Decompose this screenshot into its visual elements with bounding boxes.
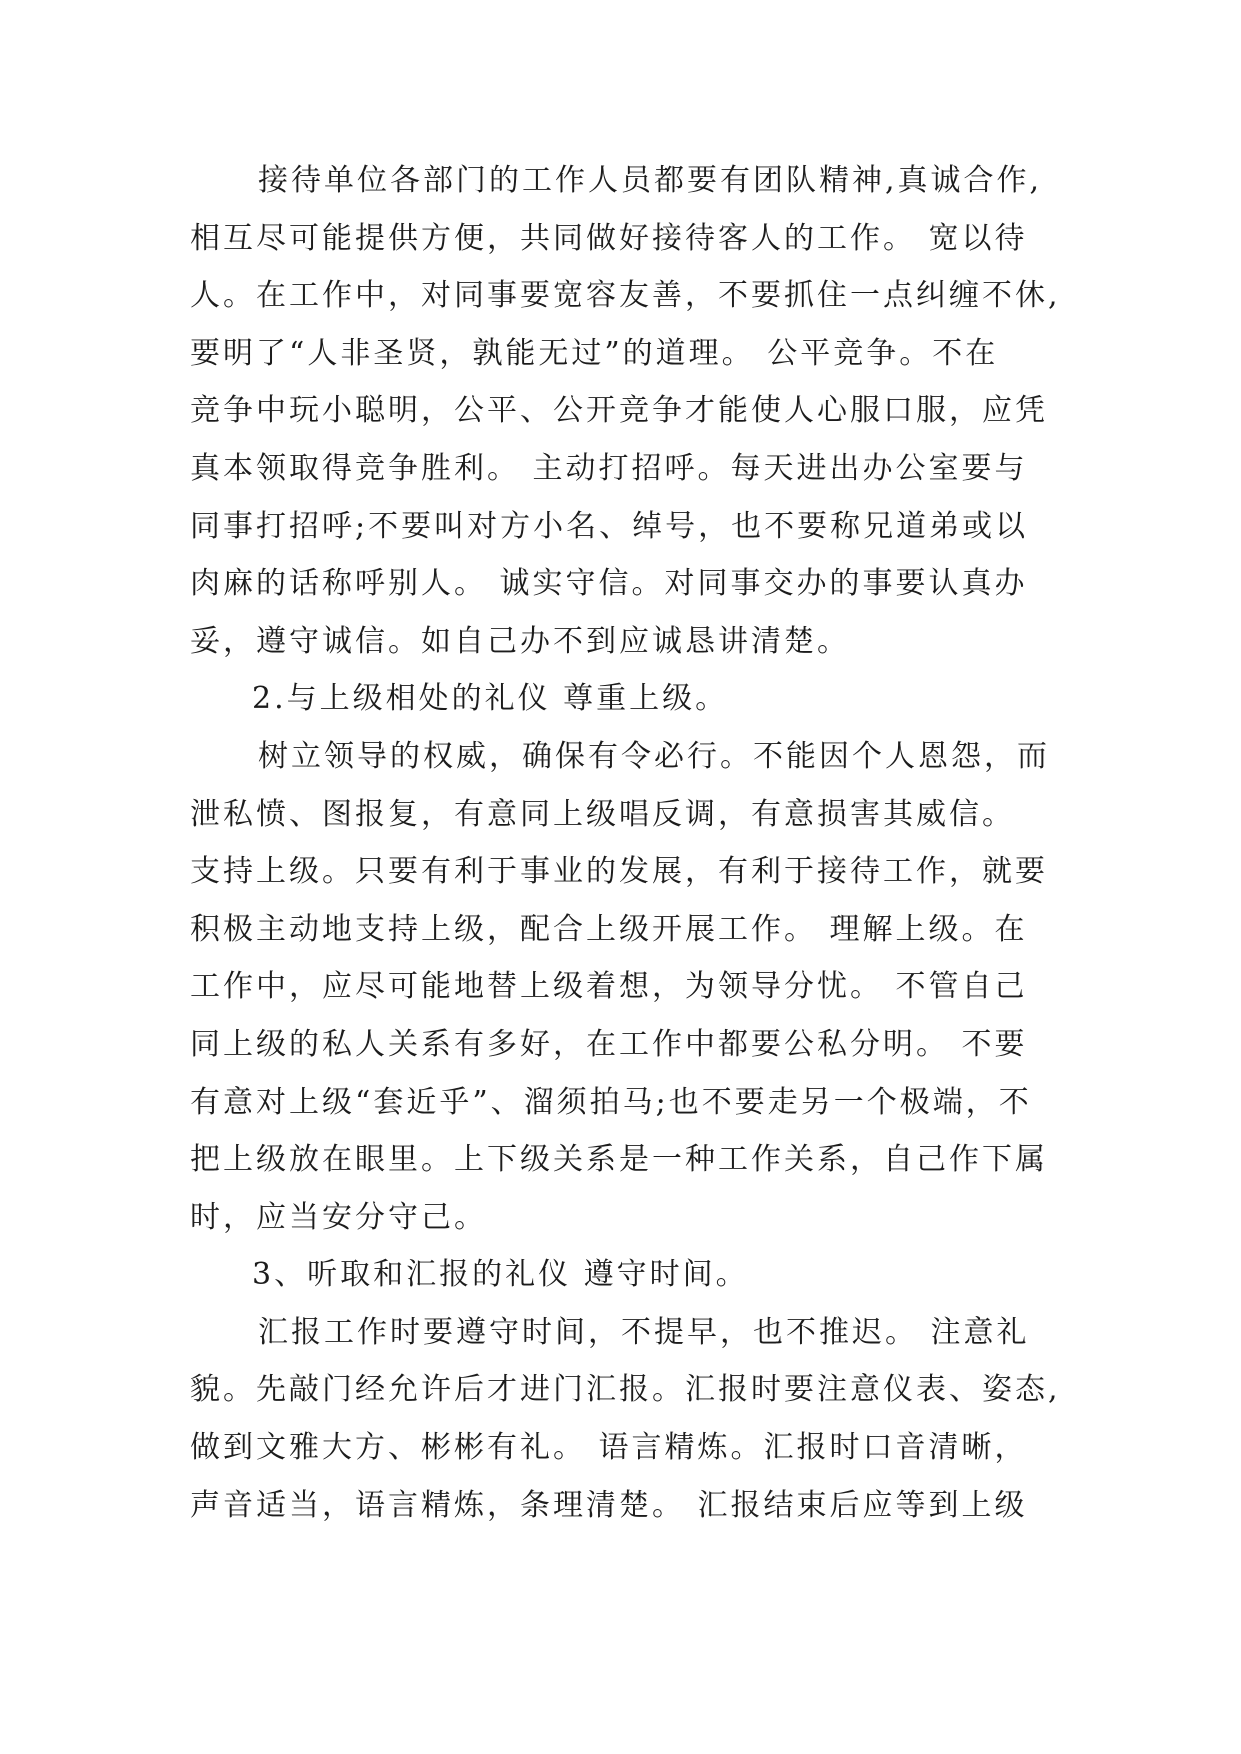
text-line: 貌。先敲门经允许后才进门汇报。汇报时要注意仪表、姿态, xyxy=(190,1372,1061,1408)
text-line: 工作中，应尽可能地替上级着想，为领导分忧。 不管自己 xyxy=(190,969,1028,1005)
text-line: 竞争中玩小聪明，公平、公开竞争才能使人心服口服，应凭 xyxy=(190,393,1048,429)
text-line: 人。在工作中，对同事要宽容友善，不要抓住一点纠缠不休, xyxy=(190,278,1061,314)
section-heading: 3、听取和汇报的礼仪 遵守时间。 xyxy=(252,1257,749,1293)
text-line: 肉麻的话称呼别人。 诚实守信。对同事交办的事要认真办 xyxy=(190,566,1028,602)
text-line: 接待单位各部门的工作人员都要有团队精神,真诚合作, xyxy=(258,163,1043,198)
text-line: 相互尽可能提供方便，共同做好接待客人的工作。 宽以待 xyxy=(190,220,1028,256)
text-line: 泄私愤、图报复，有意同上级唱反调，有意损害其威信。 xyxy=(190,796,1015,832)
section-heading: 2.与上级相处的礼仪 尊重上级。 xyxy=(252,681,729,717)
text-line: 支持上级。只要有利于事业的发展，有利于接待工作，就要 xyxy=(190,854,1048,890)
text-line: 树立领导的权威，确保有令必行。不能因个人恩怨，而 xyxy=(258,738,1050,774)
text-line: 有意对上级“套近乎”、溜须拍马;也不要走另一个极端，不 xyxy=(190,1084,1032,1120)
text-line: 积极主动地支持上级，配合上级开展工作。 理解上级。在 xyxy=(190,911,1028,947)
text-line: 声音适当，语言精炼，条理清楚。 汇报结束后应等到上级 xyxy=(190,1487,1028,1523)
text-line: 妥，遵守诚信。如自己办不到应诚恳讲清楚。 xyxy=(190,623,850,659)
text-line: 真本领取得竞争胜利。 主动打招呼。每天进出办公室要与 xyxy=(190,450,1028,486)
text-line: 同事打招呼;不要叫对方小名、绰号，也不要称兄道弟或以 xyxy=(190,508,1029,544)
text-line: 要明了“人非圣贤，孰能无过”的道理。 公平竞争。不在 xyxy=(190,335,999,371)
text-line: 把上级放在眼里。上下级关系是一种工作关系，自己作下属 xyxy=(190,1142,1048,1178)
document-body xyxy=(190,152,1070,1534)
text-line: 汇报工作时要遵守时间，不提早，也不推迟。 注意礼 xyxy=(258,1314,1030,1350)
text-line: 同上级的私人关系有多好，在工作中都要公私分明。 不要 xyxy=(190,1026,1028,1062)
text-line: 时，应当安分守己。 xyxy=(190,1199,487,1235)
text-line: 做到文雅大方、彬彬有礼。 语言精炼。汇报时口音清晰， xyxy=(190,1430,1028,1466)
